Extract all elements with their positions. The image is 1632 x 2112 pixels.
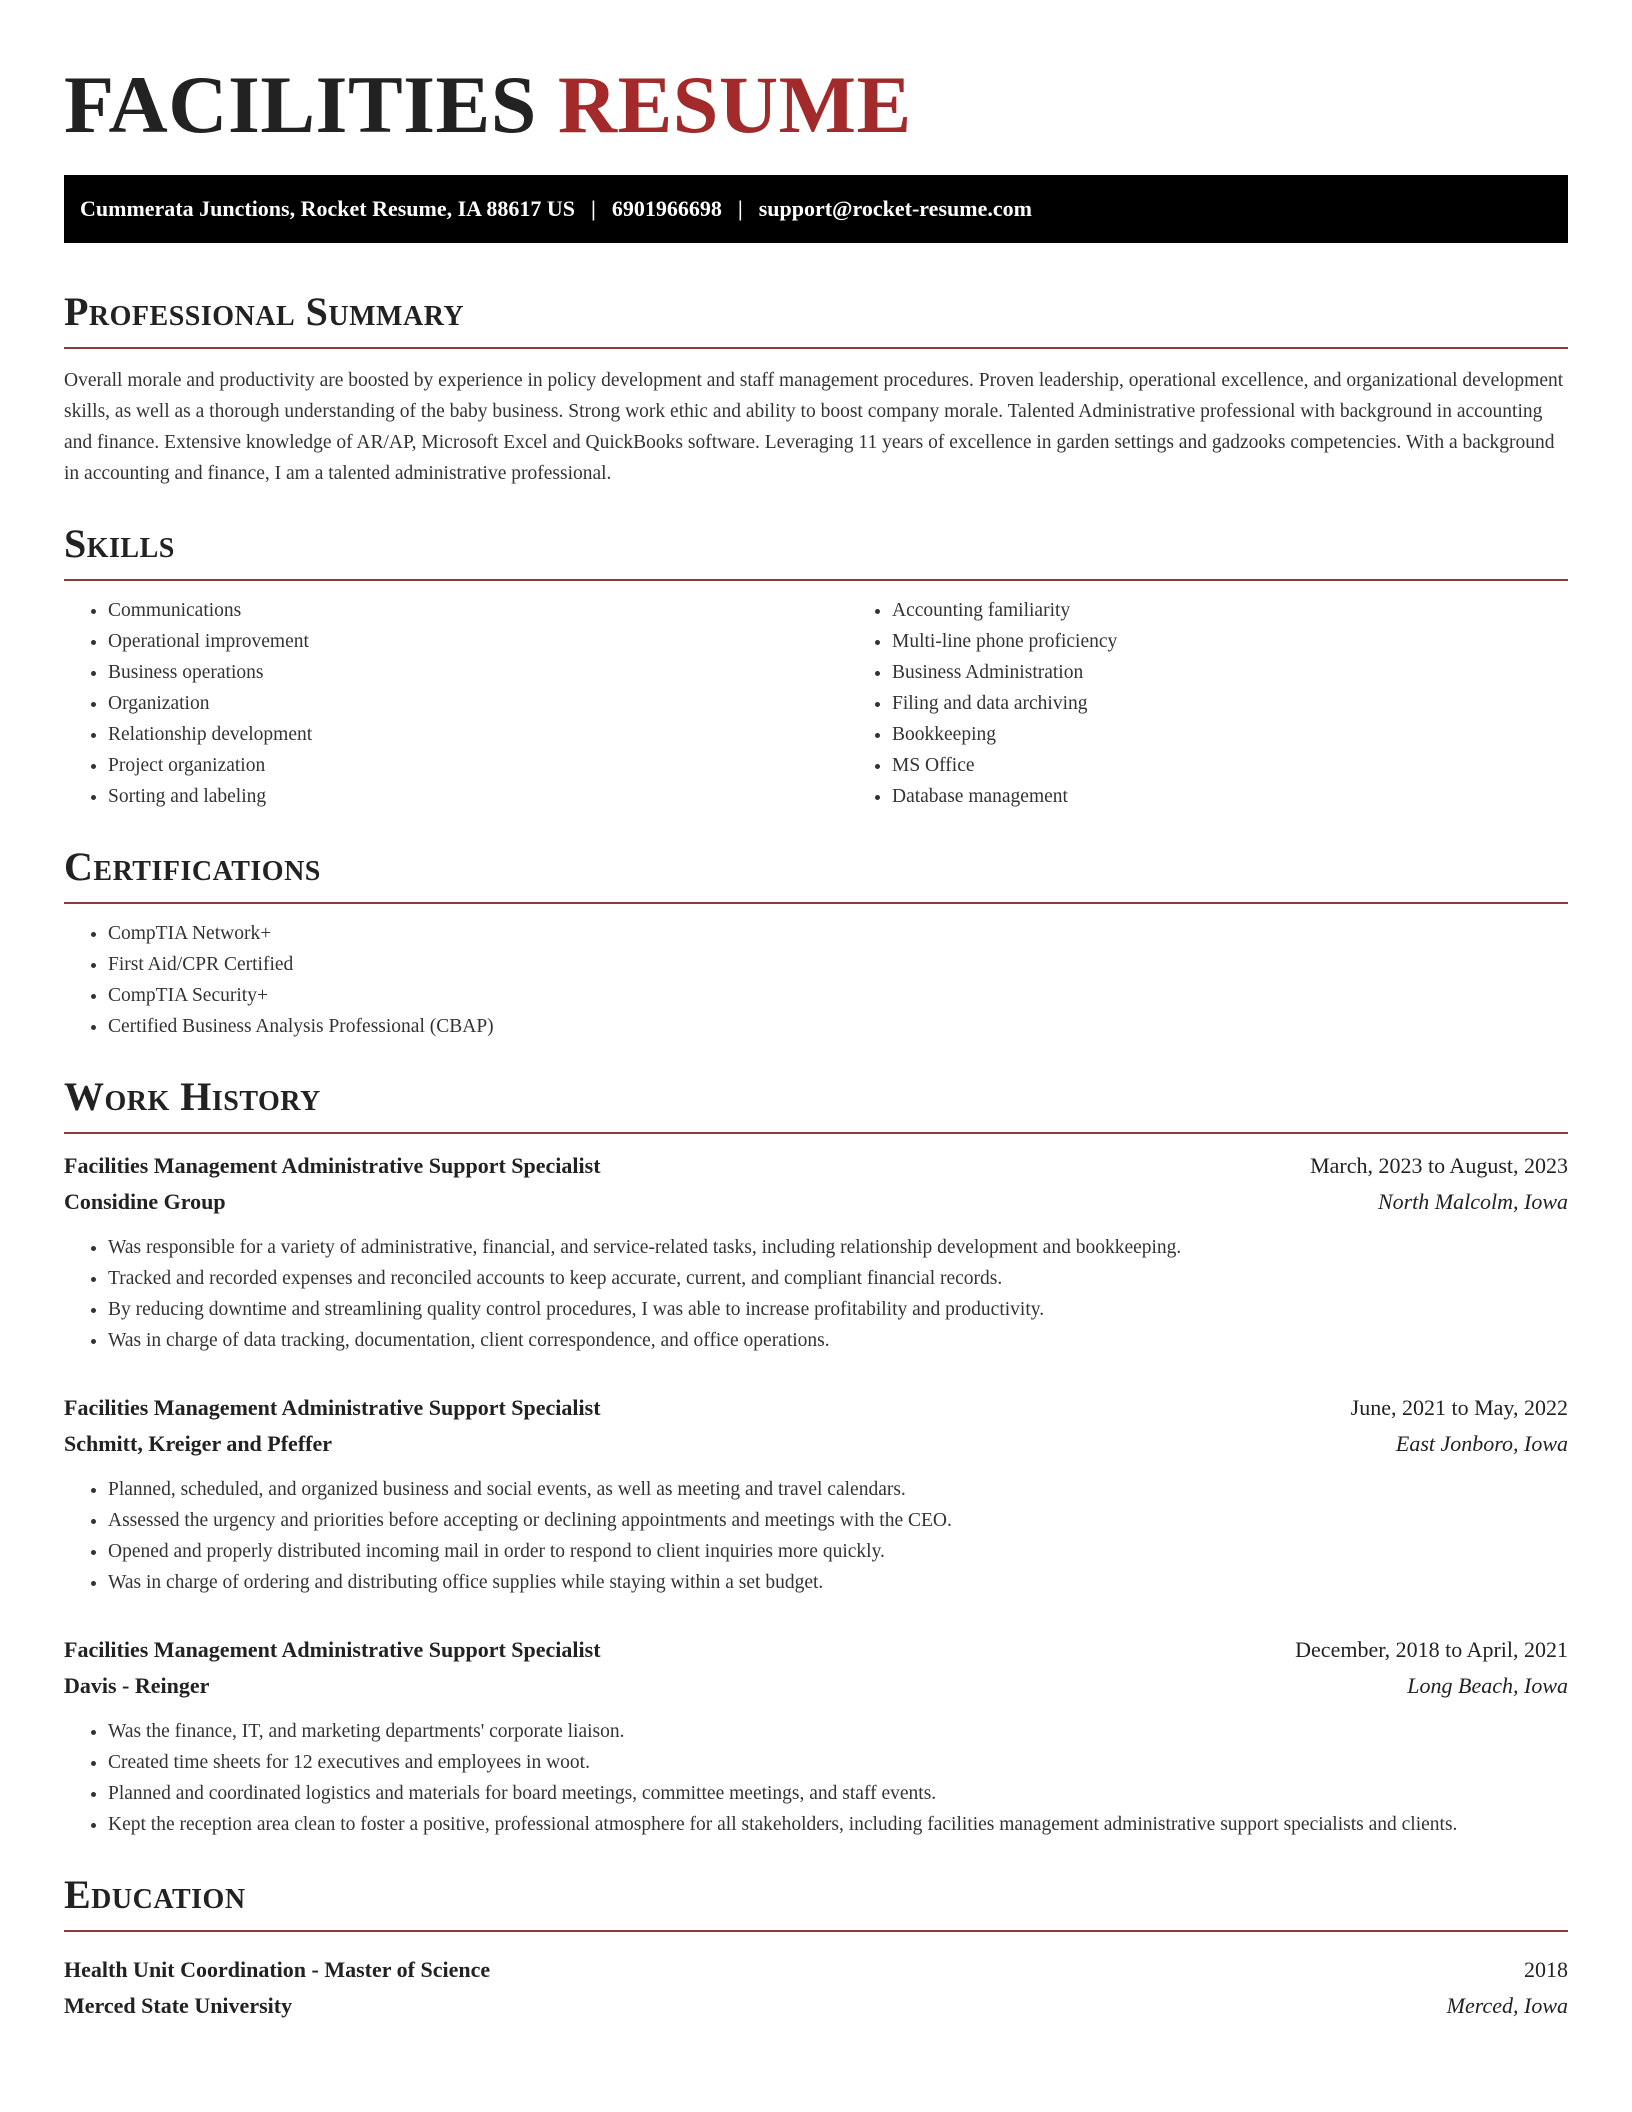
skills-grid <box>64 581 1568 812</box>
section-divider <box>64 347 1568 349</box>
job-duty-item: • Was the finance, IT, and marketing departments' corporate liaison. <box>108 1716 1568 1747</box>
job-duty-item: • Created time sheets for 12 executives and employees in woot. <box>108 1747 1568 1778</box>
job-company: Schmitt, Kreiger and Pfeffer <box>64 1431 332 1456</box>
job-header-row <box>64 1148 1568 1184</box>
education-entry <box>64 1952 1568 2024</box>
job-title: Facilities Management Administrative Support Specialist <box>64 1395 601 1420</box>
skill-item: • Multi-line phone proficiency <box>892 626 1568 657</box>
education-location: Merced, Iowa <box>1446 1993 1568 2018</box>
skills-list-right <box>848 595 1568 812</box>
skill-item: • Sorting and labeling <box>108 781 848 812</box>
contact-phone: 6901966698 <box>611 196 722 221</box>
job-company: Davis - Reinger <box>64 1673 210 1698</box>
job-header-row <box>64 1632 1568 1668</box>
section-title-summary: Professional Summary <box>64 289 465 334</box>
education-school: Merced State University <box>64 1993 293 2018</box>
section-divider <box>64 1132 1568 1134</box>
job-duties-list <box>64 1474 1568 1598</box>
job-duties-list <box>64 1716 1568 1840</box>
resume-name <box>64 55 1568 155</box>
education-year: 2018 <box>1524 1957 1568 1982</box>
skill-item: • MS Office <box>892 750 1568 781</box>
job-duty-item: • Kept the reception area clean to foster a positive, professional atmosphere for all stakeholders, including facilities management administrative support specialists and clients. <box>108 1809 1568 1840</box>
contact-separator: | <box>590 196 596 221</box>
job-duty-item: • Was in charge of data tracking, documentation, client correspondence, and office operations. <box>108 1325 1568 1356</box>
skill-item: • Relationship development <box>108 719 848 750</box>
job-title: Facilities Management Administrative Support Specialist <box>64 1637 601 1662</box>
education-school-row <box>64 1988 1568 2024</box>
certification-item: • CompTIA Network+ <box>108 918 1568 949</box>
summary-text: Overall morale and productivity are boosted by experience in policy development and staff management procedures. Proven leadership, operational excellence, and organizational development skills, as well as a thorough understanding of the baby business. Strong work ethic and ability to boost company morale. Talented Administrative professional with background in accounting and finance. Extensive knowledge of AR/AP, Microsoft Excel and QuickBooks software. Leveraging 11 years of excellence in garden settings and gadzooks competencies. With a background in accounting and finance, I am a talented administrative professional. <box>64 370 1564 484</box>
job-duty-item: • Planned and coordinated logistics and materials for board meetings, committee meetings, and staff events. <box>108 1778 1568 1809</box>
job-dates: March, 2023 to August, 2023 <box>1310 1153 1568 1178</box>
job-duty-item: • By reducing downtime and streamlining quality control procedures, I was able to increase profitability and productivity. <box>108 1294 1568 1325</box>
certification-item: • Certified Business Analysis Professional (CBAP) <box>108 1011 1568 1042</box>
section-title-work-history: Work History <box>64 1074 321 1119</box>
section-divider <box>64 902 1568 904</box>
job-duty-item: • Opened and properly distributed incoming mail in order to respond to client inquiries more quickly. <box>108 1536 1568 1567</box>
job-duties-list <box>64 1232 1568 1356</box>
section-title-skills: Skills <box>64 521 175 566</box>
job-duty-item: • Tracked and recorded expenses and reconciled accounts to keep accurate, current, and compliant financial records. <box>108 1263 1568 1294</box>
job-dates: June, 2021 to May, 2022 <box>1350 1395 1568 1420</box>
job-company: Considine Group <box>64 1189 226 1214</box>
job-duty-item: • Planned, scheduled, and organized business and social events, as well as meeting and travel calendars. <box>108 1474 1568 1505</box>
education-degree: Health Unit Coordination - Master of Science <box>64 1957 491 1982</box>
certification-item: • CompTIA Security+ <box>108 980 1568 1011</box>
skill-item: • Filing and data archiving <box>892 688 1568 719</box>
skills-list-left <box>64 595 848 812</box>
skill-item: • Operational improvement <box>108 626 848 657</box>
certifications-list <box>64 918 1568 1042</box>
name-second: RESUME <box>557 59 912 150</box>
contact-bar <box>64 175 1568 243</box>
job-company-row <box>64 1426 1568 1462</box>
contact-separator: | <box>737 196 743 221</box>
professional-summary-section <box>64 287 1568 489</box>
job-title: Facilities Management Administrative Support Specialist <box>64 1153 601 1178</box>
job-duty-item: • Was responsible for a variety of administrative, financial, and service-related tasks, including relationship development and bookkeeping. <box>108 1232 1568 1263</box>
skill-item: • Business operations <box>108 657 848 688</box>
certification-item: • First Aid/CPR Certified <box>108 949 1568 980</box>
skills-section <box>64 519 1568 812</box>
job-dates: December, 2018 to April, 2021 <box>1295 1637 1568 1662</box>
skill-item: • Business Administration <box>892 657 1568 688</box>
skill-item: • Organization <box>108 688 848 719</box>
job-entry <box>64 1148 1568 1356</box>
certifications-section <box>64 842 1568 1042</box>
contact-email: support@rocket-resume.com <box>758 196 1032 221</box>
job-duty-item: • Assessed the urgency and priorities before accepting or declining appointments and meetings with the CEO. <box>108 1505 1568 1536</box>
job-duty-item: • Was in charge of ordering and distributing office supplies while staying within a set budget. <box>108 1567 1568 1598</box>
skill-item: • Database management <box>892 781 1568 812</box>
section-title-certifications: Certifications <box>64 844 321 889</box>
job-company-row <box>64 1668 1568 1704</box>
section-title-education: Education <box>64 1872 246 1917</box>
name-first: FACILITIES <box>64 59 537 150</box>
section-divider <box>64 1930 1568 1932</box>
skill-item: • Project organization <box>108 750 848 781</box>
job-location: East Jonboro, Iowa <box>1395 1431 1568 1456</box>
contact-address: Cummerata Junctions, Rocket Resume, IA 88617 US <box>80 196 575 221</box>
job-entry <box>64 1390 1568 1598</box>
job-entry <box>64 1632 1568 1840</box>
job-header-row <box>64 1390 1568 1426</box>
education-degree-row <box>64 1952 1568 1988</box>
job-company-row <box>64 1184 1568 1220</box>
skill-item: • Communications <box>108 595 848 626</box>
job-location: North Malcolm, Iowa <box>1377 1189 1568 1214</box>
work-history-section <box>64 1072 1568 1840</box>
skill-item: • Bookkeeping <box>892 719 1568 750</box>
education-section <box>64 1870 1568 2024</box>
job-location: Long Beach, Iowa <box>1407 1673 1568 1698</box>
skill-item: • Accounting familiarity <box>892 595 1568 626</box>
